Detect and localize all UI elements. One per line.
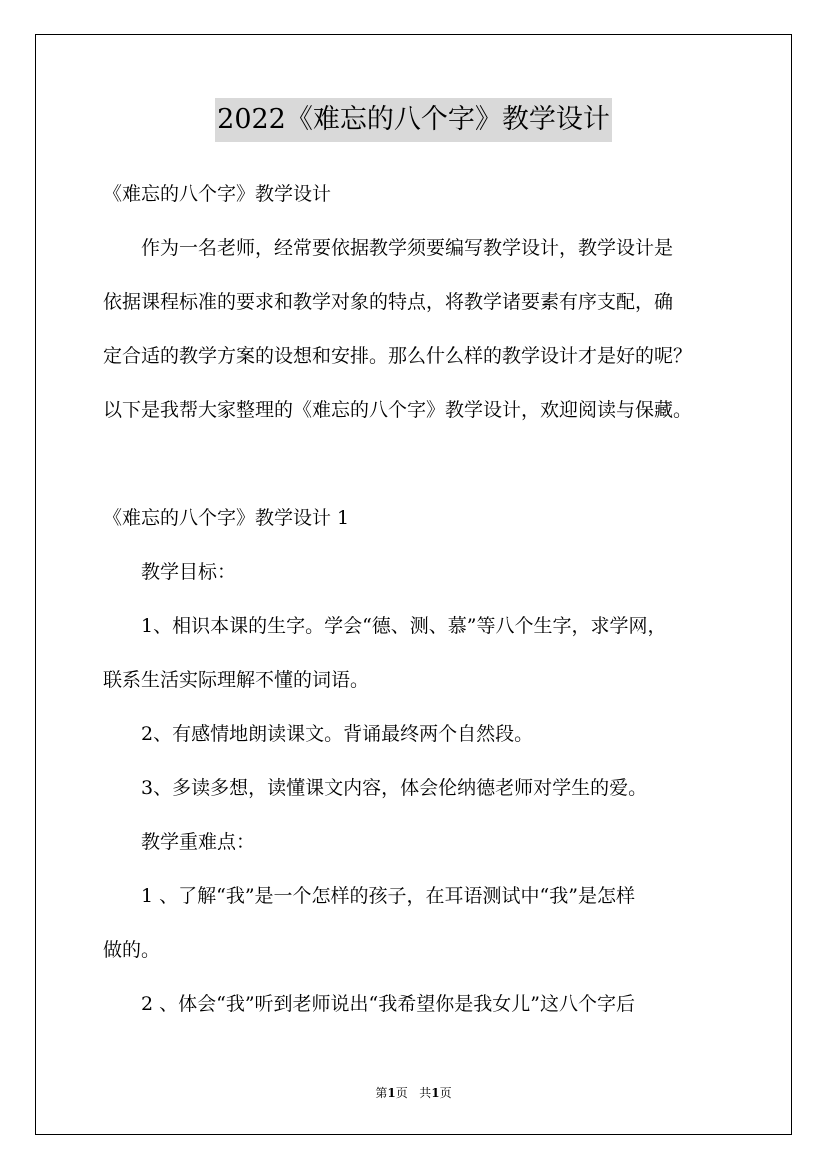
key-point-2-line-1: 2 、体会“我”听到老师说出“我希望你是我女儿”这八个字后 — [141, 993, 635, 1015]
key-points-heading: 教学重难点： — [141, 831, 256, 853]
document-title: 2022《难忘的八个字》教学设计 — [215, 98, 612, 142]
goal-1-line-1: 1、相识本课的生字。学会“德、测、慕”等八个生字，求学网， — [141, 615, 667, 637]
intro-paragraph-line-1: 作为一名老师，经常要依据教学须要编写教学设计，教学设计是 — [141, 237, 674, 259]
section-heading: 《难忘的八个字》教学设计 1 — [103, 507, 350, 529]
intro-paragraph-line-2: 依据课程标准的要求和教学对象的特点，将教学诸要素有序支配，确 — [103, 291, 674, 313]
subtitle-line: 《难忘的八个字》教学设计 — [103, 183, 332, 205]
intro-paragraph-line-3: 定合适的教学方案的设想和安排。那么什么样的教学设计才是好的呢？ — [103, 345, 693, 367]
intro-paragraph-line-4: 以下是我帮大家整理的《难忘的八个字》教学设计，欢迎阅读与保藏。 — [103, 399, 693, 421]
goal-3: 3、多读多想，读懂课文内容，体会伦纳德老师对学生的爱。 — [141, 777, 648, 799]
page-footer — [0, 1085, 827, 1101]
key-point-1-line-1: 1 、了解“我”是一个怎样的孩子，在耳语测试中“我”是怎样 — [141, 885, 635, 907]
footer-total-pages: 1 — [431, 1086, 440, 1100]
teaching-goals-heading: 教学目标： — [141, 561, 237, 583]
footer-prefix: 第 — [375, 1086, 388, 1100]
footer-suffix: 页 — [439, 1086, 452, 1100]
footer-middle: 页 共 — [395, 1086, 432, 1100]
title-container — [0, 98, 827, 142]
goal-1-line-2: 联系生活实际理解不懂的词语。 — [103, 669, 370, 691]
goal-2: 2、有感情地朗读课文。背诵最终两个自然段。 — [141, 723, 534, 745]
footer-current-page: 1 — [387, 1086, 396, 1100]
key-point-1-line-2: 做的。 — [103, 939, 161, 961]
